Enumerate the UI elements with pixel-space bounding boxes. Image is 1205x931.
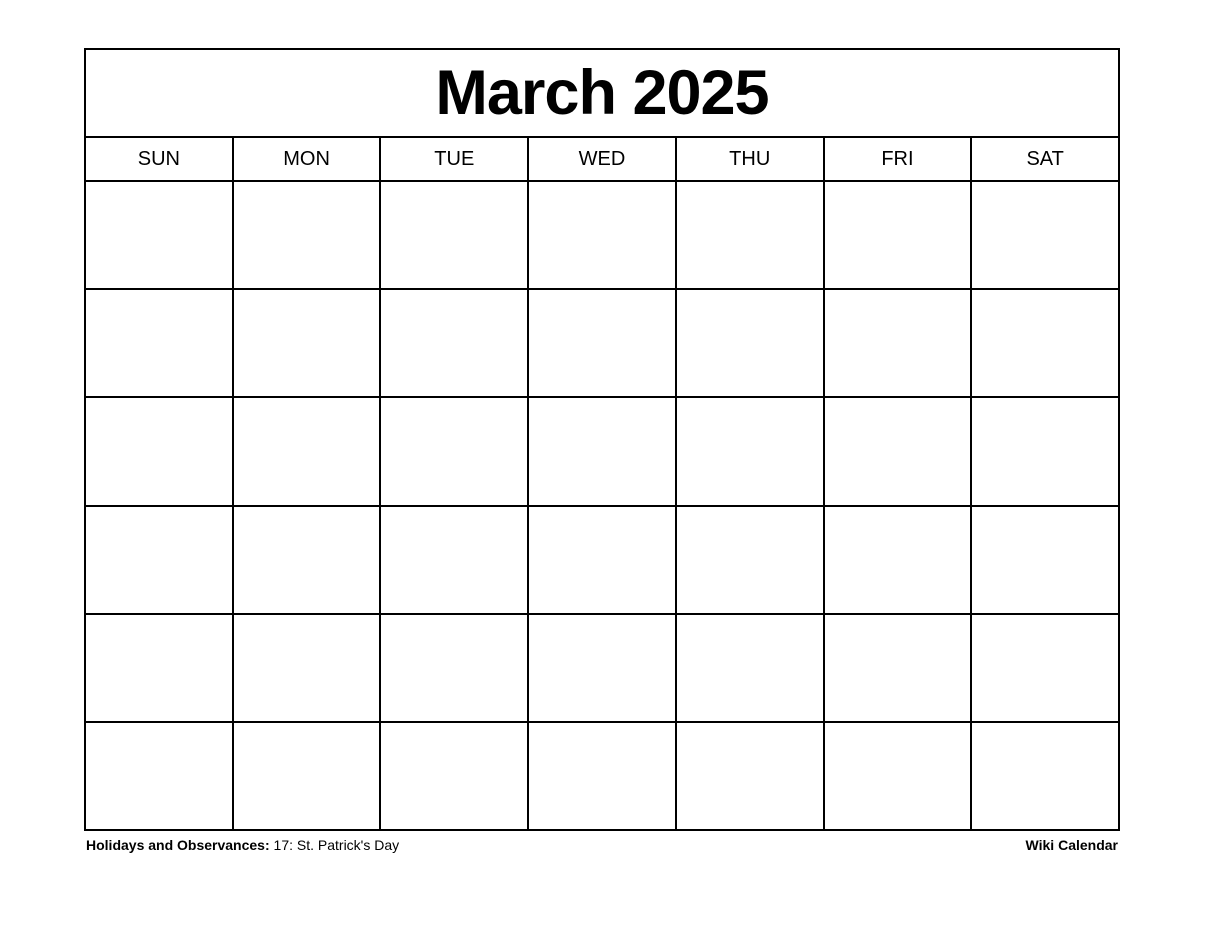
day-cell[interactable]	[381, 615, 529, 721]
weekday-header-tue: TUE	[381, 138, 529, 180]
weekday-header-sat: SAT	[1026, 147, 1064, 170]
day-cell[interactable]	[529, 507, 677, 613]
day-cell[interactable]	[825, 290, 973, 396]
day-cell[interactable]	[529, 182, 677, 288]
day-cell[interactable]	[972, 507, 1118, 613]
day-cell[interactable]	[381, 723, 529, 829]
calendar-week-row	[86, 290, 1118, 398]
day-cell[interactable]	[381, 507, 529, 613]
day-cell[interactable]	[234, 182, 382, 288]
holidays-and-observances	[86, 837, 399, 853]
day-cell[interactable]	[86, 723, 234, 829]
day-cell[interactable]	[677, 507, 825, 613]
day-cell[interactable]	[86, 290, 234, 396]
day-cell[interactable]	[825, 507, 973, 613]
calendar-week-row	[86, 615, 1118, 723]
day-cell[interactable]	[86, 398, 234, 504]
brand-label: Wiki Calendar	[1025, 837, 1118, 853]
day-cell[interactable]	[86, 507, 234, 613]
day-cell[interactable]	[972, 398, 1118, 504]
day-cell[interactable]	[234, 290, 382, 396]
calendar-week-row	[86, 398, 1118, 506]
day-cell[interactable]	[825, 723, 973, 829]
day-cell[interactable]	[86, 182, 234, 288]
day-cell[interactable]	[529, 615, 677, 721]
day-cell[interactable]	[529, 723, 677, 829]
day-cell[interactable]	[234, 723, 382, 829]
day-cell[interactable]	[972, 290, 1118, 396]
day-cell[interactable]	[86, 615, 234, 721]
weekday-header-fri: FRI	[825, 138, 973, 180]
day-cell[interactable]	[677, 182, 825, 288]
day-cell[interactable]	[972, 723, 1118, 829]
day-cell[interactable]	[677, 723, 825, 829]
calendar-week-row	[86, 182, 1118, 290]
calendar-week-row	[86, 507, 1118, 615]
calendar-grid	[86, 182, 1118, 829]
day-cell[interactable]	[972, 182, 1118, 288]
day-cell[interactable]	[677, 290, 825, 396]
day-cell[interactable]	[825, 398, 973, 504]
day-cell[interactable]	[234, 398, 382, 504]
day-cell[interactable]	[825, 615, 973, 721]
day-cell[interactable]	[529, 290, 677, 396]
weekday-header-wed: WED	[529, 138, 677, 180]
day-cell[interactable]	[677, 398, 825, 504]
day-cell[interactable]	[381, 398, 529, 504]
day-cell[interactable]	[529, 398, 677, 504]
holidays-text: 17: St. Patrick's Day	[269, 837, 400, 853]
day-cell[interactable]	[677, 615, 825, 721]
day-cell[interactable]	[234, 507, 382, 613]
calendar-week-row	[86, 723, 1118, 829]
day-cell[interactable]	[825, 182, 973, 288]
day-cell[interactable]	[972, 615, 1118, 721]
weekday-header-row	[86, 138, 1118, 182]
holidays-label: Holidays and Observances:	[86, 837, 270, 853]
page-title: March 2025	[435, 57, 769, 128]
weekday-header-thu: THU	[677, 138, 825, 180]
calendar-title-row	[86, 50, 1118, 138]
calendar-footer	[84, 833, 1120, 857]
day-cell[interactable]	[381, 290, 529, 396]
day-cell[interactable]	[234, 615, 382, 721]
weekday-header-sun: SUN	[86, 138, 234, 180]
weekday-header-mon: MON	[234, 138, 382, 180]
calendar-page	[84, 48, 1120, 831]
day-cell[interactable]	[381, 182, 529, 288]
